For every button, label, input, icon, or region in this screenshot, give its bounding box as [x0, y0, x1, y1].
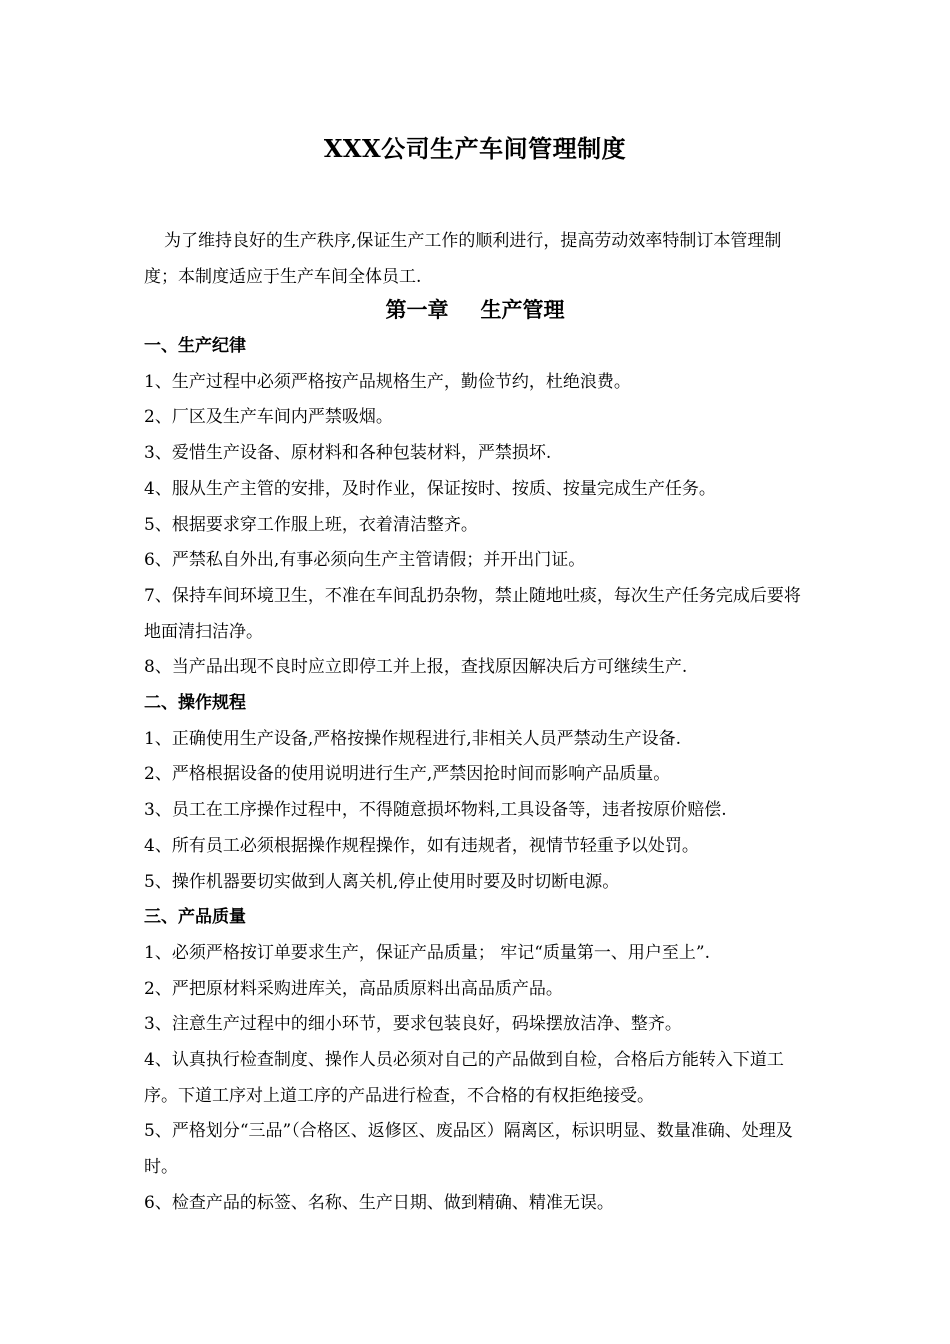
list-item: 3、员工在工序操作过程中，不得随意损坏物料,工具设备等，违者按原价赔偿.: [144, 800, 727, 821]
list-item: 5、根据要求穿工作服上班，衣着清洁整齐。: [144, 514, 478, 535]
list-item: 4、认真执行检查制度、操作人员必须对自己的产品做到自检，合格后方能转入下道工序。下道工序对上道工序的产品进行检查，不合格的有权拒绝接受。: [144, 1050, 784, 1106]
list-item: 3、爱惜生产设备、原材料和各种包装材料，严禁损坏.: [144, 443, 552, 464]
list-item: 5、严格划分“三品”（合格区、返修区、废品区）隔离区，标识明显、数量准确、处理及时。: [144, 1121, 793, 1178]
list-item: 3、注意生产过程中的细小环节，要求包装良好，码垛摆放洁净、整齐。: [144, 1014, 682, 1035]
list-item: 2、严把原材料采购进库关，高品质原料出高品质产品。: [144, 978, 563, 999]
list-item: 1、必须严格按订单要求生产，保证产品质量； 牢记“质量第一、用户至上”.: [144, 942, 711, 963]
section-heading: 二、操作规程: [144, 693, 246, 714]
list-item: 2、厂区及生产车间内严禁吸烟。: [144, 407, 393, 428]
list-item: 6、检查产品的标签、名称、生产日期、做到精确、精准无误。: [144, 1192, 614, 1213]
section-heading: 三、产品质量: [144, 907, 246, 928]
section-discipline: [144, 329, 810, 686]
list-item: 1、正确使用生产设备,严格按操作规程进行,非相关人员严禁动生产设备.: [144, 728, 682, 749]
list-item: 1、生产过程中必须严格按产品规格生产，勤俭节约，杜绝浪费。: [144, 371, 631, 392]
section-heading: 一、生产纪律: [144, 336, 246, 356]
section-product-quality: [144, 900, 810, 1221]
list-item: 2、严格根据设备的使用说明进行生产,严禁因抢时间而影响产品质量。: [144, 764, 671, 785]
section-operation-rules: [144, 686, 810, 900]
chapter-prefix: 第一章: [385, 297, 449, 322]
list-item: 6、严禁私自外出,有事必须向生产主管请假；并开出门证。: [144, 550, 586, 571]
chapter-heading: [0, 292, 950, 328]
document-body: [144, 329, 810, 1222]
document-title: XXX公司生产车间管理制度: [323, 134, 627, 163]
list-item: 7、保持车间环境卫生，不准在车间乱扔杂物，禁止随地吐痰，每次生产任务完成后要将地面清扫洁净。: [144, 585, 801, 642]
list-item: 4、服从生产主管的安排，及时作业，保证按时、按质、按量完成生产任务。: [144, 478, 716, 499]
list-item: 5、操作机器要切实做到人离关机,停止使用时要及时切断电源。: [144, 871, 620, 892]
intro-paragraph: 为了维持良好的生产秩序,保证生产工作的顺利进行，提高劳动效率特制订本管理制度；本制度适应于生产车间全体员工.: [144, 231, 782, 287]
list-item: 8、当产品出现不良时应立即停工并上报，查找原因解决后方可继续生产.: [144, 657, 688, 678]
chapter-name: 生产管理: [480, 297, 565, 322]
list-item: 4、所有员工必须根据操作规程操作，如有违规者，视情节轻重予以处罚。: [144, 835, 699, 856]
